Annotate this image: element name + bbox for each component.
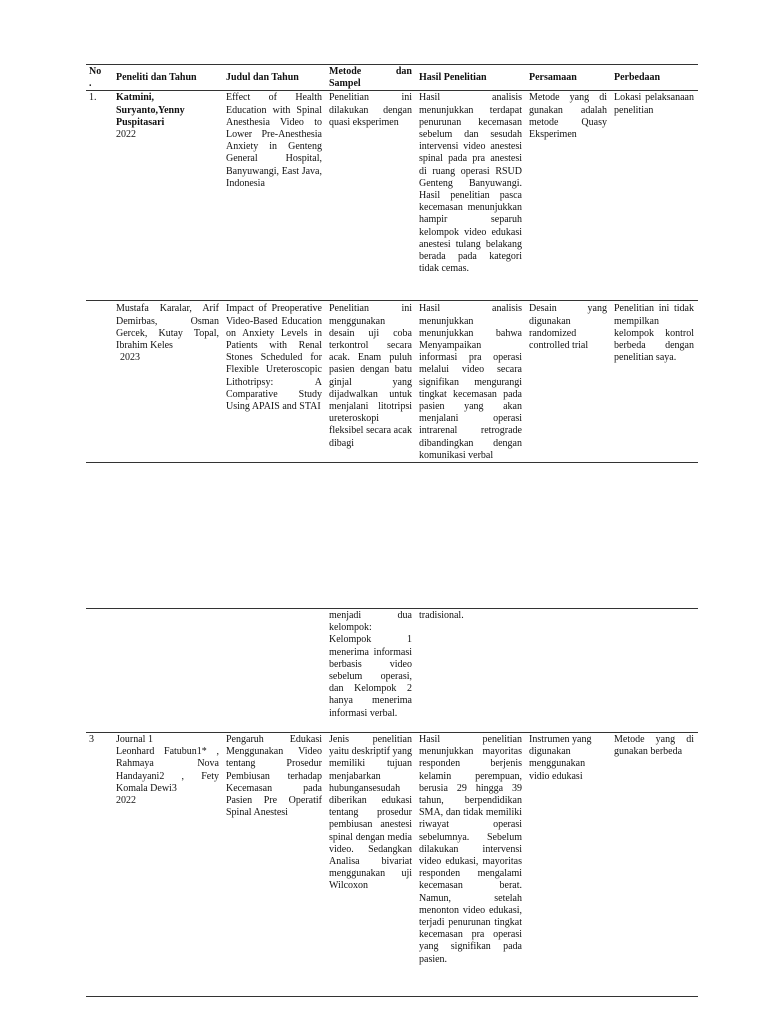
table-header-row [86, 65, 698, 91]
cell-perbedaan: Penelitian ini tidak mempilkan kelompok kontrol berbeda dengan penelitian saya. [614, 303, 694, 364]
peneliti-names: Katmini, Suryanto,Yenny Puspitasari [116, 92, 185, 128]
cell-metode: Penelitian ini menggunakan desain uji coba terkontrol secara acak. Enam puluh pasien dengan batu ginjal yang dijadwalkan untuk menjalani litotripsi ureteroskopi fleksibel secara acak dibagi [329, 303, 412, 449]
cell-persamaan: Metode yang di gunakan adalah metode Quasy Eksperimen [529, 92, 607, 141]
cell-hasil: Hasil penelitian menunjukkan mayoritas responden berjenis kelamin perempuan, berusia 29 hingga 39 tahun, berpendidikan SMA, dan tidak memiliki riwayat operasi sebelumnya. Sebelum dilakukan intervensi video edukasi, mayoritas responden mengalami kecemasan berat. Namun, setelah menonton video edukasi, terjadi penurunan tingkat kecemasan pra operasi yang signifikan pada pasien. [419, 734, 522, 965]
table-row [86, 301, 698, 463]
header-persamaan: Persamaan [529, 72, 577, 84]
cell-metode-continued: menjadi dua kelompok: Kelompok 1 menerima informasi berbasis video sebelum operasi, dan Kelompok 2 hanya menerima informasi verbal. [329, 610, 412, 719]
cell-peneliti [113, 733, 223, 997]
header-metode: Metode dan Sampel [329, 66, 412, 90]
cell-perbedaan: Lokasi pelaksanaan penelitian [614, 92, 694, 116]
peneliti-year: 2022 [116, 129, 136, 141]
cell-peneliti [113, 91, 223, 301]
table-row [86, 91, 698, 301]
peneliti-year: 2022 [116, 795, 136, 807]
peneliti-names: Journal 1 Leonhard Fatubun1* , Rahmaya Nova Handayani2 , Fety Komala Dewi3 [116, 734, 219, 794]
cell-no [86, 301, 113, 463]
cell-judul: Impact of Preoperative Video-Based Education on Anxiety Levels in Patients with Renal Stones Scheduled for Flexible Ureteroscopic Lithotripsy: A Comparative Study Using APAIS and STAI [226, 303, 322, 413]
cell-judul: Pengaruh Edukasi Menggunakan Video tentang Prosedur Pembiusan terhadap Kecemasan pada Pasien Pre Operatif Spinal Anestesi [226, 734, 322, 819]
cell-metode: Jenis penelitian yaitu deskriptif yang memiliki tujuan menjabarkan hubungansesudah diberikan edukasi tentang prosedur pembiusan anestesi spinal dengan media video. Sedangkan Analisa bivariat menggunakan uji Wilcoxon [329, 734, 412, 892]
cell-perbedaan: Metode yang di gunakan berbeda [614, 734, 694, 758]
header-perbedaan: Perbedaan [614, 72, 661, 84]
header-hasil: Hasil Penelitian [419, 72, 487, 84]
cell-no: 1. [89, 92, 97, 104]
header-no: No . [89, 66, 102, 90]
cell-hasil-continued: tradisional. [419, 610, 464, 621]
cell-peneliti [113, 301, 223, 463]
cell-hasil: Hasil analisis menunjukkan terdapat penurunan kecemasan sebelum dan sesudah intervensi video anestesi spinal pada pra anestesi di ruang operasi RSUD Genteng Banyuwangi. Hasil penelitian pasca kecemasan menunjukkan hampir separuh kelompok video edukasi anestesi tulang belakang berada pada kategori tidak cemas. [419, 92, 522, 275]
literature-table-top [86, 64, 698, 463]
cell-persamaan: Desain yang digunakan randomized controlled trial [529, 303, 607, 352]
literature-table-bottom [86, 608, 698, 997]
cell-metode: Penelitian ini dilakukan dengan quasi eksperimen [329, 92, 412, 128]
header-judul: Judul dan Tahun [226, 72, 299, 84]
table-row [86, 733, 698, 997]
peneliti-names: Mustafa Karalar, Arif Demirbas, Osman Gercek, Kutay Topal, Ibrahim Keles [116, 303, 219, 352]
cell-judul: Effect of Health Education with Spinal Anesthesia Video to Lower Pre-Anesthesia Anxiety in Genteng General Hospital, Banyuwangi, East Java, Indonesia [226, 92, 322, 189]
cell-persamaan: Instrumen yang digunakan menggunakan vidio edukasi [529, 734, 592, 782]
table-row-continued [86, 609, 698, 733]
header-peneliti: Peneliti dan Tahun [116, 72, 197, 84]
cell-hasil: Hasil analisis menunjukkan menunjukkan bahwa Menyampaikan informasi pra operasi melalui video secara signifikan mengurangi tingkat kecemasan pada pasien yang akan menjalani operasi intrarenal retrograde dibandingkan dengan komunikasi verbal [419, 303, 522, 461]
cell-no: 3 [89, 734, 94, 745]
peneliti-year: 2023 [120, 352, 140, 364]
